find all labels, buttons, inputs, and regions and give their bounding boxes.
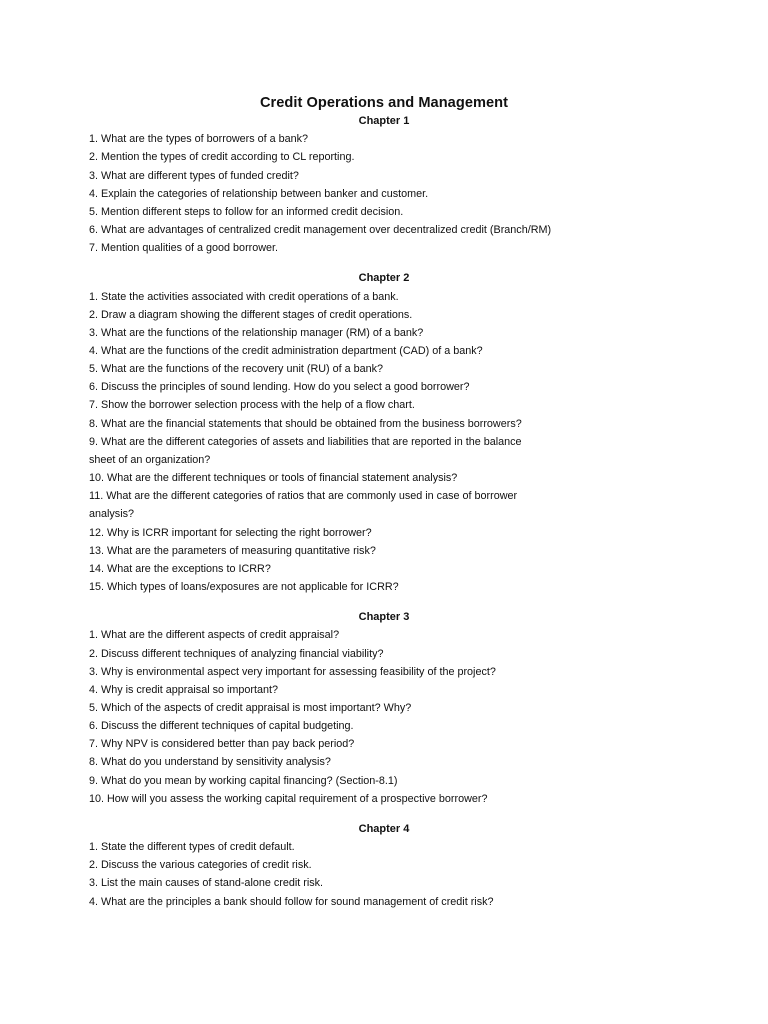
question-list xyxy=(89,130,689,257)
question-item: 3. What are the functions of the relationship manager (RM) of a bank? xyxy=(89,326,424,339)
chapter-section-1 xyxy=(89,112,689,257)
chapters-container xyxy=(89,112,689,911)
question-item: 5. Mention different steps to follow for an informed credit decision. xyxy=(89,205,404,218)
chapter-heading: Chapter 1 xyxy=(358,115,410,127)
document-content xyxy=(89,94,689,911)
question-item: 14. What are the exceptions to ICRR? xyxy=(89,562,271,575)
question-item: 6. Discuss the principles of sound lending. How do you select a good borrower? xyxy=(89,381,470,394)
question-item: 9. What do you mean by working capital financing? (Section-8.1) xyxy=(89,774,398,787)
question-item: 6. Discuss the different techniques of capital budgeting. xyxy=(89,720,354,733)
chapter-heading: Chapter 4 xyxy=(358,822,410,835)
question-item: 10. How will you assess the working capital requirement of a prospective borrower? xyxy=(89,792,488,805)
question-item: 10. What are the different techniques or tools of financial statement analysis? xyxy=(89,472,458,485)
question-item: 3. What are different types of funded credit? xyxy=(89,169,299,182)
question-item: 3. Why is environmental aspect very important for assessing feasibility of the project? xyxy=(89,665,496,678)
question-item: 1. State the different types of credit default. xyxy=(89,841,295,854)
question-item: 1. What are the different aspects of credit appraisal? xyxy=(89,629,340,642)
question-item: 1. What are the types of borrowers of a bank? xyxy=(89,133,309,146)
question-list xyxy=(89,288,689,597)
question-list xyxy=(89,626,689,808)
chapter-section-4 xyxy=(89,820,689,911)
question-item: 7. Why NPV is considered better than pay back period? xyxy=(89,738,355,751)
chapter-heading: Chapter 2 xyxy=(358,272,410,285)
question-item: 5. Which of the aspects of credit appraisal is most important? Why? xyxy=(89,701,412,714)
chapter-section-2 xyxy=(89,269,689,596)
question-item: 13. What are the parameters of measuring quantitative risk? xyxy=(89,544,376,557)
question-item: 1. State the activities associated with credit operations of a bank. xyxy=(89,290,399,303)
question-item: 5. What are the functions of the recovery unit (RU) of a bank? xyxy=(89,363,384,376)
question-item: 2. Discuss different techniques of analyzing financial viability? xyxy=(89,647,384,660)
question-item: 9. What are the different categories of assets and liabilities that are reported in the balance sheet of an organization? xyxy=(89,435,522,466)
question-item: 7. Mention qualities of a good borrower. xyxy=(89,242,279,255)
question-item: 4. What are the functions of the credit administration department (CAD) of a bank? xyxy=(89,344,483,357)
question-item: 8. What do you understand by sensitivity analysis? xyxy=(89,756,331,769)
question-list xyxy=(89,838,689,911)
question-item: 15. Which types of loans/exposures are not applicable for ICRR? xyxy=(89,581,399,593)
question-item: 3. List the main causes of stand-alone credit risk. xyxy=(89,877,324,890)
question-item: 8. What are the financial statements that should be obtained from the business borrowers? xyxy=(89,417,522,430)
question-item: 4. Why is credit appraisal so important? xyxy=(89,683,279,696)
question-item: 2. Discuss the various categories of credit risk. xyxy=(89,859,312,872)
question-item: 12. Why is ICRR important for selecting the right borrower? xyxy=(89,526,372,539)
question-item: 4. What are the principles a bank should follow for sound management of credit risk? xyxy=(89,895,494,908)
question-item: 11. What are the different categories of ratios that are commonly used in case of borrower analysis? xyxy=(89,490,518,521)
question-item: 2. Mention the types of credit according to CL reporting. xyxy=(89,151,355,164)
document-title: Credit Operations and Management xyxy=(259,95,509,111)
question-item: 6. What are advantages of centralized credit management over decentralized credit (Branch/RM) xyxy=(89,223,552,236)
chapter-heading: Chapter 3 xyxy=(358,611,410,624)
chapter-section-3 xyxy=(89,608,689,808)
question-item: 2. Draw a diagram showing the different stages of credit operations. xyxy=(89,308,413,321)
question-item: 4. Explain the categories of relationship between banker and customer. xyxy=(89,187,429,200)
question-item: 7. Show the borrower selection process with the help of a flow chart. xyxy=(89,399,415,412)
